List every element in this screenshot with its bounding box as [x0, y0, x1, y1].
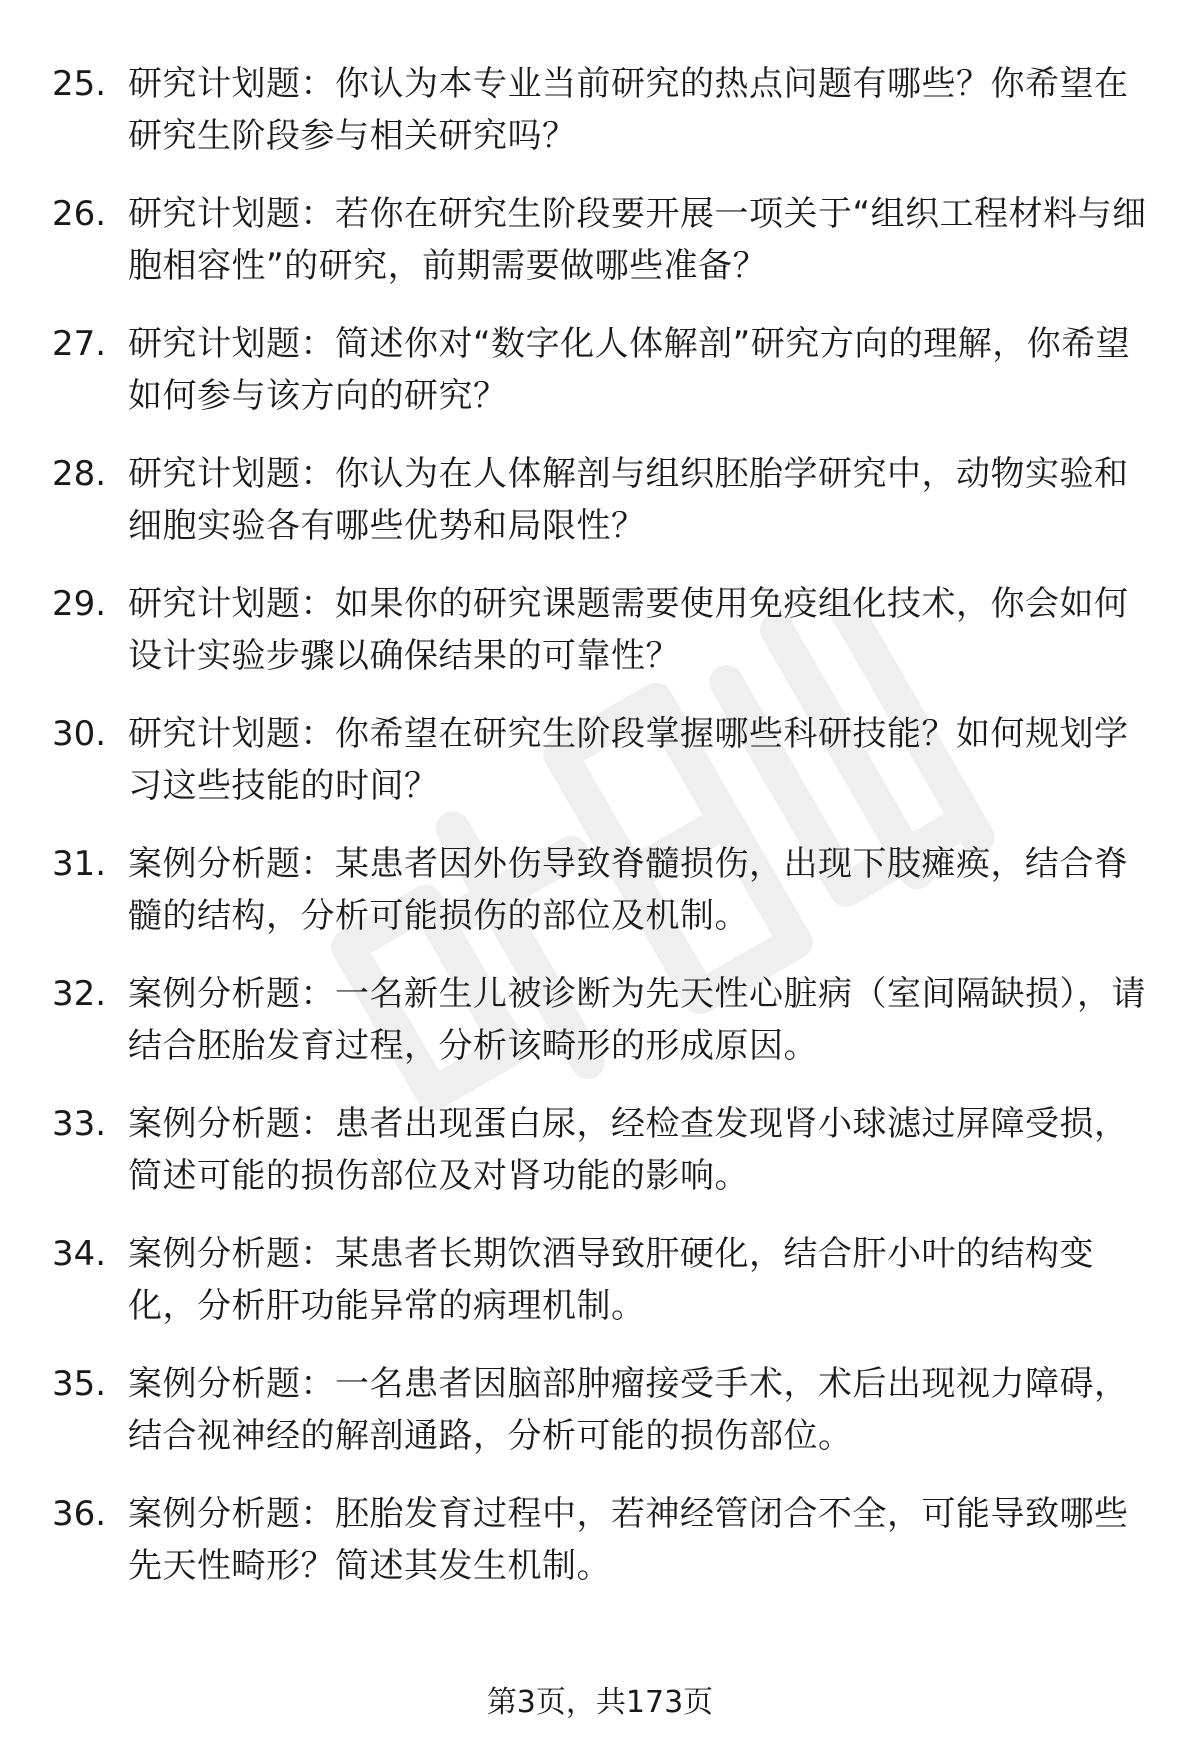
question-number: 26.	[52, 194, 107, 234]
question-text: 研究计划题：若你在研究生阶段要开展一项关于“组织工程材料与细胞相容性”的研究，前期需要做哪些准备？	[128, 194, 1147, 286]
page-footer	[0, 1683, 1200, 1723]
question-text: 研究计划题：你认为在人体解剖与组织胚胎学研究中，动物实验和细胞实验各有哪些优势和局限性？	[128, 454, 1129, 546]
question-number: 29.	[52, 584, 107, 624]
question-item	[0, 318, 1200, 448]
question-text: 案例分析题：某患者因外伤导致脊髓损伤，出现下肢瘫痪，结合脊髓的结构，分析可能损伤的部位及机制。	[128, 844, 1129, 936]
question-number: 31.	[52, 844, 107, 884]
question-item	[0, 708, 1200, 838]
question-number: 27.	[52, 324, 107, 364]
question-number: 34.	[52, 1234, 107, 1274]
question-number: 32.	[52, 974, 107, 1014]
question-text: 研究计划题：你希望在研究生阶段掌握哪些科研技能？如何规划学习这些技能的时间？	[128, 714, 1129, 806]
question-text: 案例分析题：胚胎发育过程中，若神经管闭合不全，可能导致哪些先天性畸形？简述其发生机制。	[128, 1494, 1129, 1586]
question-number: 36.	[52, 1494, 107, 1534]
question-text: 研究计划题：简述你对“数字化人体解剖”研究方向的理解，你希望如何参与该方向的研究？	[128, 324, 1131, 416]
question-number: 30.	[52, 714, 107, 754]
page-number-label: 第3页，共173页	[486, 1685, 714, 1720]
question-text: 研究计划题：你认为本专业当前研究的热点问题有哪些？你希望在研究生阶段参与相关研究吗？	[128, 64, 1129, 156]
question-text: 案例分析题：一名患者因脑部肿瘤接受手术，术后出现视力障碍，结合视神经的解剖通路，分析可能的损伤部位。	[128, 1364, 1129, 1456]
question-item	[0, 188, 1200, 318]
question-text: 案例分析题：一名新生儿被诊断为先天性心脏病（室间隔缺损），请结合胚胎发育过程，分析该畸形的形成原因。	[128, 974, 1146, 1066]
question-number: 35.	[52, 1364, 107, 1404]
question-item	[0, 1228, 1200, 1358]
question-item	[0, 1358, 1200, 1488]
question-number: 28.	[52, 454, 107, 494]
question-list	[0, 58, 1200, 1618]
question-item	[0, 1488, 1200, 1618]
question-text: 研究计划题：如果你的研究课题需要使用免疫组化技术，你会如何设计实验步骤以确保结果的可靠性？	[128, 584, 1129, 676]
question-text: 案例分析题：患者出现蛋白尿，经检查发现肾小球滤过屏障受损，简述可能的损伤部位及对肾功能的影响。	[128, 1104, 1129, 1196]
question-item	[0, 448, 1200, 578]
question-number: 33.	[52, 1104, 107, 1144]
question-item	[0, 1098, 1200, 1228]
question-item	[0, 58, 1200, 188]
question-number: 25.	[52, 64, 107, 104]
question-item	[0, 968, 1200, 1098]
question-text: 案例分析题：某患者长期饮酒导致肝硬化，结合肝小叶的结构变化，分析肝功能异常的病理机制。	[128, 1234, 1094, 1326]
question-item	[0, 578, 1200, 708]
question-item	[0, 838, 1200, 968]
